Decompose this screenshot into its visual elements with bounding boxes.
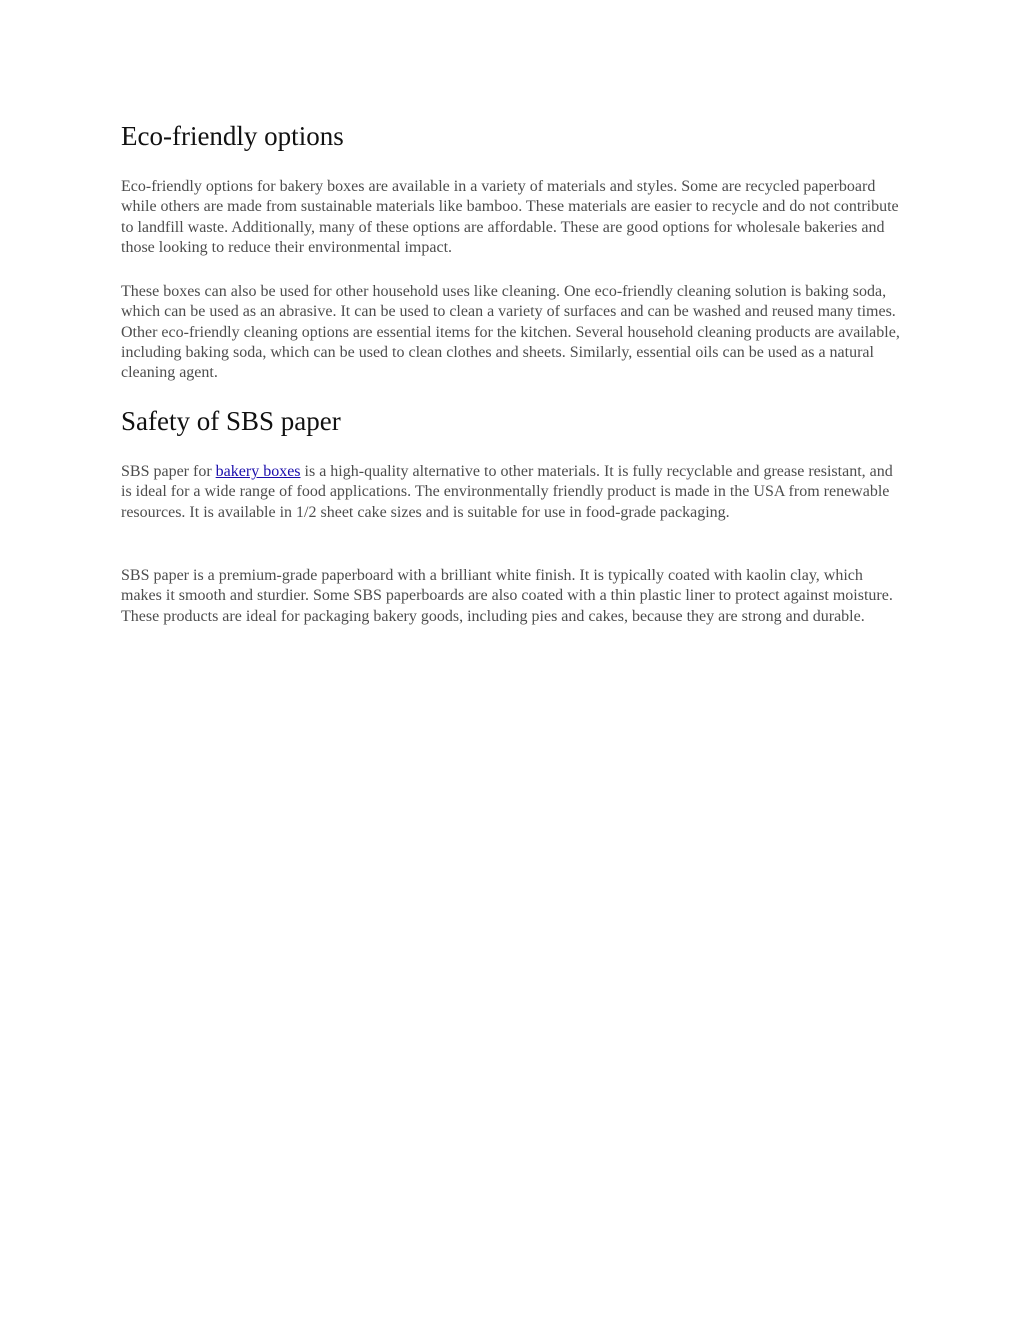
paragraph-eco-options: Eco-friendly options for bakery boxes are available in a variety of materials and styles. Some are recycled paperboard while others are made from sustainable materials like bamboo. These materials are easier to recycle and do not contribute to landfill waste. Additionally, many of these options are affordable. These are good options for wholesale bakeries and those looking to reduce their environmental impact.: [121, 178, 899, 256]
paragraph-sbs-premium: SBS paper is a premium-grade paperboard with a brilliant white finish. It is typically coated with kaolin clay, which makes it smooth and sturdier. Some SBS paperboards are also coated with a thin plastic liner to protect against moisture. These products are ideal for packaging bakery goods, including pies and cakes, because they are strong and durable.: [121, 567, 893, 625]
section-heading-eco-friendly: Eco-friendly options: [121, 121, 344, 151]
paragraph-text-end: is a high-quality alternative to other materials. It is fully recyclable and grease resistant, and is ideal for a wide range of food applications. The environmentally friendly product is made in the USA from renewable resources. It is available in 1/2 sheet cake sizes and is suitable for use in food-grade packaging.: [121, 463, 893, 521]
bakery-boxes-link[interactable]: bakery boxes: [215, 463, 301, 480]
paragraph-text-start: SBS paper for: [121, 463, 216, 480]
paragraph-sbs-alternative: [121, 462, 901, 523]
paragraph-household-uses: These boxes can also be used for other household uses like cleaning. One eco-friendly cleaning solution is baking soda, which can be used as an abrasive. It can be used to clean a variety of surfaces and can be washed and reused many times. Other eco-friendly cleaning options are essential items for the kitchen. Several household cleaning products are available, including baking soda, which can be used to clean clothes and sheets. Similarly, essential oils can be used as a natural cleaning agent.: [121, 283, 900, 382]
section-heading-sbs-safety: Safety of SBS paper: [121, 406, 341, 436]
